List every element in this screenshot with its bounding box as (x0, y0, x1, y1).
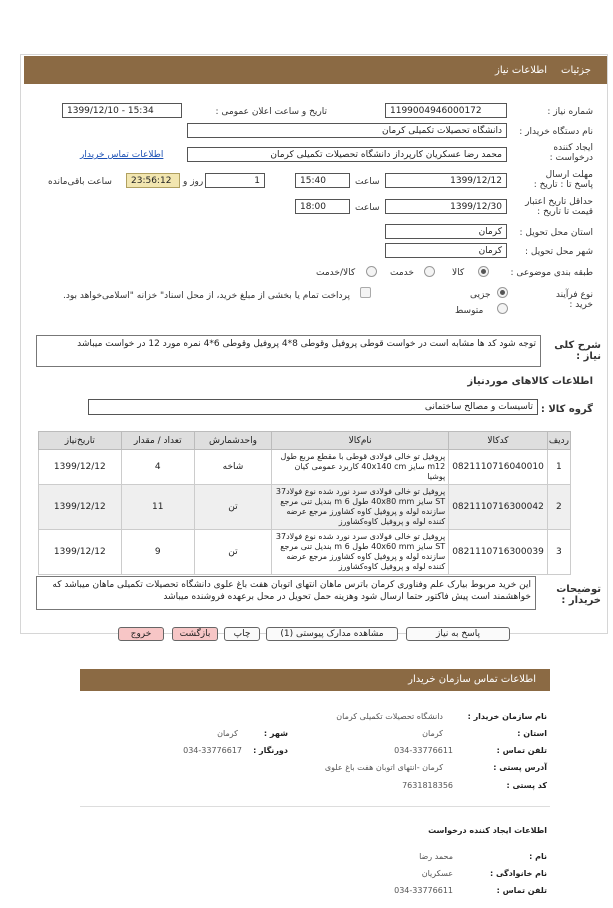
announce-field: 1399/12/10 - 15:34 (62, 103, 182, 118)
cell-qty: 11 (121, 485, 194, 530)
buyer-org-field: دانشگاه تحصیلات تکمیلی کرمان (187, 123, 507, 138)
process-label: نوع فرآیند خرید : (555, 290, 593, 310)
cell-name: پروفیل تو خالی فولادی قوطی با مقطع مربع طول m12 سایز 40x140 cm کاربرد عمومی کیان پوشیا (272, 450, 449, 485)
org-value: دانشگاه تحصیلات تکمیلی کرمان (336, 712, 443, 721)
treasury-checkbox[interactable] (360, 287, 371, 298)
col-code: کدکالا (449, 432, 548, 450)
postal-value: 7631818356 (402, 781, 453, 790)
cell-name: پروفیل تو خالی فولادی سرد نورد شده نوع فولاد37 ST سایز 40x80 mm طول m 6 بندیل تنی مرجع سازنده لوله و پروفیل کاوه کشاورز مرجع عرضه کننده لوله و پروفیل کاوه‌کشاورز (272, 485, 449, 530)
header-tabs (24, 56, 607, 84)
creator-field: محمد رضا عسکریان کارپرداز دانشگاه تحصیلات تکمیلی کرمان (187, 147, 507, 162)
back-button[interactable]: بازگشت (172, 627, 218, 641)
reply-date-field: 1399/12/12 (385, 173, 507, 188)
category-label: طبقه بندی موضوعی : (510, 268, 593, 278)
radio-goods-service[interactable] (366, 266, 377, 277)
payment-note: پرداخت تمام یا بخشی از مبلغ خرید، از محل اسناد" خزانه "اسلامی‌خواهد بود. (62, 291, 350, 301)
goods-title: اطلاعات کالاهای موردنیاز (467, 376, 593, 387)
reply-time-label: ساعت (355, 177, 380, 187)
cell-idx: 1 (547, 450, 570, 485)
radio-goods-service-label: کالا/خدمت (316, 268, 356, 278)
radio-service[interactable] (424, 266, 435, 277)
phone-value: 034-33776611 (394, 746, 453, 755)
req-phone-value: 034-33776611 (394, 886, 453, 895)
radio-medium-label: متوسط (455, 306, 484, 316)
cell-unit: تن (194, 530, 271, 575)
exit-button[interactable]: خروج (118, 627, 164, 641)
cell-date: 1399/12/12 (39, 450, 122, 485)
radio-goods[interactable] (478, 266, 489, 277)
cell-name: پروفیل تو خالی فولادی سرد نورد شده نوع فولاد37 ST سایز 40x60 mm طول m 6 بندیل تنی مرجع سازنده لوله و پروفیل کاوه کشاورز مرجع عرضه کننده لوله و پروفیل کاوه‌کشاورز (272, 530, 449, 575)
cell-unit: تن (194, 485, 271, 530)
validity-time-label: ساعت (355, 203, 380, 213)
announce-label: تاریخ و ساعت اعلان عمومی : (215, 107, 327, 117)
address-label: آدرس پستی : (493, 763, 547, 772)
table-header (39, 432, 571, 450)
description-label: شرح کلی نیاز : (554, 340, 601, 362)
radio-minor-label: جزیی (470, 290, 491, 300)
cell-code: 0821110716300042 (449, 485, 548, 530)
buyer-notes-text: این خرید مربوط بیارک علم وفناوری کرمان باترس ماهان انتهای اتوبان هفت باغ علوی دانشگاه تحصیلات تکمیلی ماهان میباشد که خواهشمند است پیش فاکتور حتما ارسال شود وهزینه حمل تحویل در محل برعهده فروشنده میباشد (36, 576, 536, 610)
group-field: تاسیسات و مصالح ساختمانی (88, 399, 538, 415)
contact-header (80, 669, 550, 691)
province-info-value: کرمان (422, 729, 443, 738)
address-value: کرمان -انتهای اتوبان هفت باغ علوی (324, 763, 443, 772)
remaining-time: 23:56:12 (126, 173, 180, 188)
description-text: توجه شود کد ها مشابه است در خواست قوطی پروفیل وقوطی 8*4 پروفیل وقوطی 6*4 نمره مورد 12 در خواست میباشد (36, 335, 541, 367)
postal-label: کد پستی : (506, 781, 547, 790)
day-label: روز و (183, 177, 204, 187)
province-info-label: استان : (517, 729, 547, 738)
cell-idx: 3 (547, 530, 570, 575)
cell-unit: شاخه (194, 450, 271, 485)
divider (80, 806, 550, 807)
need-number-label: شماره نیاز : (547, 107, 593, 117)
fax-value: 034-33776617 (183, 746, 242, 755)
requester-title: اطلاعات ایجاد کننده درخواست (428, 826, 547, 835)
org-label: نام سازمان خریدار : (467, 712, 547, 721)
contact-title: اطلاعات تماس سازمان خریدار (408, 674, 536, 685)
table-row[interactable] (39, 450, 571, 485)
table-row[interactable] (39, 485, 571, 530)
table-row[interactable] (39, 530, 571, 575)
last-name-value: عسکریان (421, 869, 453, 878)
last-name-label: نام خانوادگی : (489, 869, 547, 878)
contact-link[interactable]: اطلاعات تماس خریدار (80, 150, 164, 160)
reply-button[interactable]: پاسخ به نیاز (406, 627, 510, 641)
col-name: نام‌کالا (272, 432, 449, 450)
tab-details[interactable]: جزئیات (561, 65, 591, 76)
buyer-notes-label: توضیحات خریدار : (556, 584, 601, 606)
col-idx: ردیف (547, 432, 570, 450)
cell-idx: 2 (547, 485, 570, 530)
print-button[interactable]: چاپ (224, 627, 260, 641)
col-unit: واحدشمارش (194, 432, 271, 450)
remaining-label: ساعت باقی‌مانده (48, 177, 112, 187)
creator-label: ایجاد کننده درخواست : (549, 143, 593, 163)
need-number-field: 1199004946000172 (385, 103, 507, 118)
first-name-value: محمد رضا (419, 852, 453, 861)
cell-qty: 4 (121, 450, 194, 485)
reply-deadline-label: مهلت ارسال پاسخ تا : تاریخ : (533, 170, 593, 190)
col-date: تاریخ‌نیاز (39, 432, 122, 450)
reply-time-field: 15:40 (295, 173, 350, 188)
buyer-org-label: نام دستگاه خریدار : (519, 127, 593, 137)
cell-qty: 9 (121, 530, 194, 575)
group-label: گروه کالا : (540, 404, 593, 415)
province-field: کرمان (385, 224, 507, 239)
city-info-value: کرمان (217, 729, 238, 738)
col-qty: تعداد / مقدار (121, 432, 194, 450)
province-label: استان محل تحویل : (519, 228, 593, 238)
days-field: 1 (205, 173, 265, 188)
phone-label: تلفن تماس : (496, 746, 547, 755)
req-phone-label: تلفن تماس : (496, 886, 547, 895)
validity-label: حداقل تاریخ اعتبار قیمت تا تاریخ : (525, 197, 593, 217)
cell-code: 0821110716040010 (449, 450, 548, 485)
validity-time-field: 18:00 (295, 199, 350, 214)
fax-label: دورنگار : (253, 746, 288, 755)
radio-service-label: خدمت (390, 268, 414, 278)
cell-date: 1399/12/12 (39, 530, 122, 575)
first-name-label: نام : (529, 852, 547, 861)
goods-table (38, 431, 571, 575)
city-info-label: شهر : (263, 729, 288, 738)
radio-minor[interactable] (497, 287, 508, 298)
radio-goods-label: کالا (452, 268, 465, 278)
city-label: شهر محل تحویل : (524, 247, 593, 257)
city-field: کرمان (385, 243, 507, 258)
radio-medium[interactable] (497, 303, 508, 314)
cell-date: 1399/12/12 (39, 485, 122, 530)
view-docs-button[interactable]: مشاهده مدارک پیوستی (1) (266, 627, 398, 641)
tab-need-info[interactable]: اطلاعات نیاز (495, 65, 547, 76)
cell-code: 0821110716300039 (449, 530, 548, 575)
validity-date-field: 1399/12/30 (385, 199, 507, 214)
